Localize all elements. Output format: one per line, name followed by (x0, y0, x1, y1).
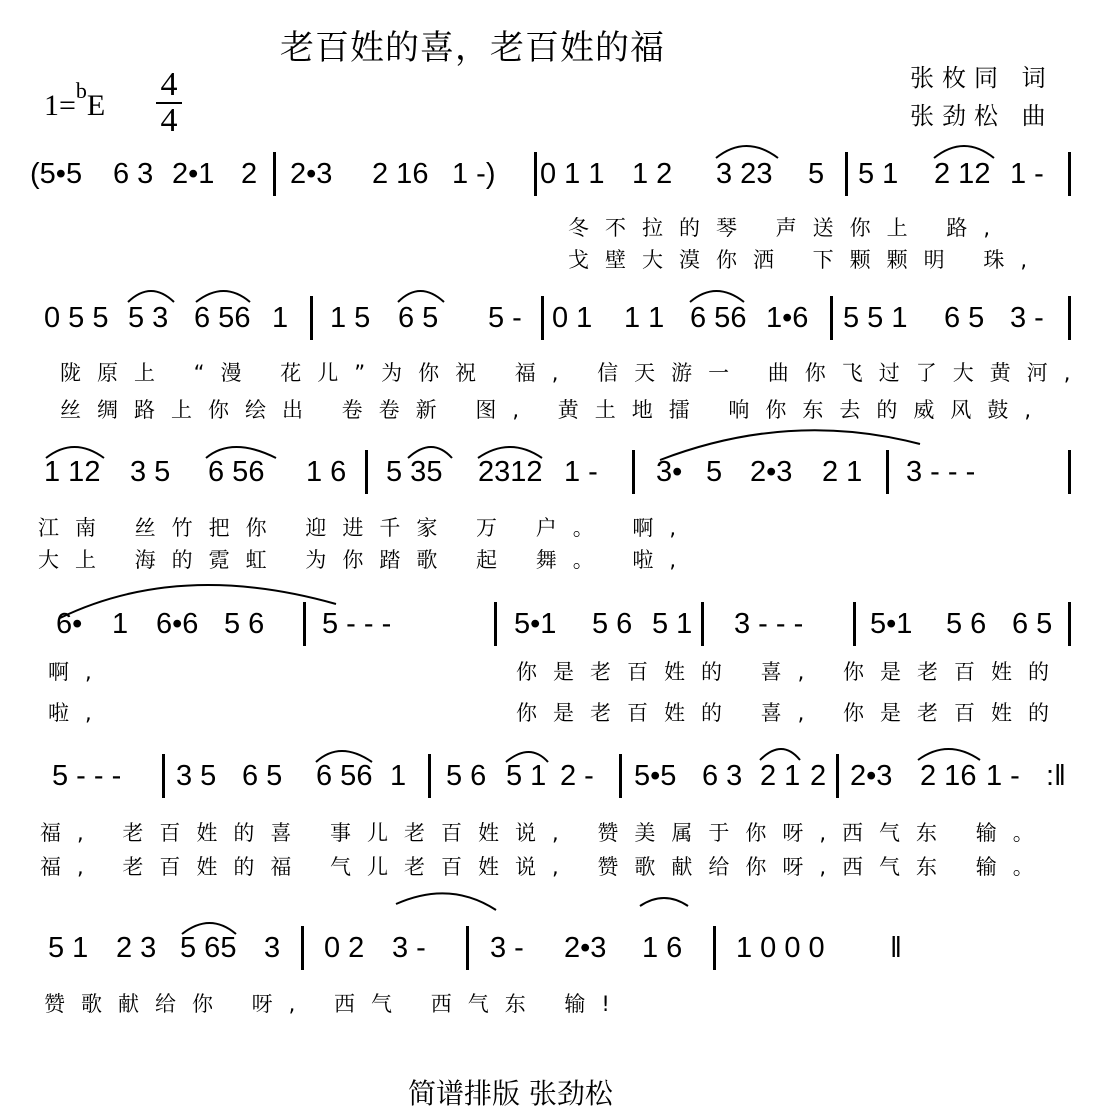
note-group: 1 (112, 608, 129, 640)
note-group: 1 (390, 760, 407, 792)
note-group: 5 - - - (52, 760, 122, 792)
note-group: 2•3 (564, 932, 607, 964)
typesetter-credit: 简谱排版 张劲松 (408, 1077, 613, 1110)
slur (760, 749, 800, 760)
note-group: 0 1 1 (540, 158, 605, 190)
time-signature-bottom: 4 (160, 102, 178, 139)
note-group: 5 1 (858, 158, 899, 190)
note-group: 6• (56, 608, 83, 640)
note-group: 0 1 (552, 302, 593, 334)
slur (196, 291, 250, 302)
note-group: 3 23 (716, 158, 773, 190)
lyric-line: 陇原上 “漫 花儿”为你祝 福, 信天游一 曲你飞过了大黄河, (60, 361, 1087, 385)
lyric-line: 戈壁大漠你洒 下颗颗明 珠, (568, 248, 1044, 272)
lyric-line: 丝绸路上你绘出 卷卷新 图, 黄土地擂 响你东去的威风鼓, (60, 398, 1048, 422)
note-group: 6 3 (702, 760, 743, 792)
note-group: 6 5 (944, 302, 985, 334)
slur (182, 923, 236, 934)
note-group: 3 - (392, 932, 426, 964)
composer-credit: 张劲松 曲 (910, 102, 1054, 130)
note-group: 1 0 0 0 (736, 932, 825, 964)
note-group: 6 3 (113, 158, 154, 190)
note-group: 2 (810, 760, 827, 792)
slur (396, 893, 496, 910)
key-prefix: 1= (44, 89, 76, 122)
note-group: 5 - - - (322, 608, 392, 640)
note-group: 2312 (478, 456, 543, 488)
note-group: 5•1 (870, 608, 913, 640)
lyricist-credit: 张枚同 词 (910, 64, 1054, 92)
note-group: 2 (241, 158, 258, 190)
note-group: 1 2 (632, 158, 673, 190)
note-group: 0 2 (324, 932, 365, 964)
note-group: 3 - - - (906, 456, 976, 488)
lyric-line: 江南 丝竹把你 迎进千家 万 户。 啊, (38, 516, 693, 540)
lyric-line: 冬不拉的琴 声送你上 路, (568, 216, 1007, 240)
note-group: 2•3 (290, 158, 333, 190)
note-group: 2 - (560, 760, 594, 792)
note-group: 3 5 (176, 760, 217, 792)
note-group: 2•3 (750, 456, 793, 488)
note-group: 6 56 (194, 302, 251, 334)
note-group: 2•3 (850, 760, 893, 792)
slur (128, 291, 174, 302)
note-group: 2 1 (760, 760, 801, 792)
note-group: 2 16 (372, 158, 429, 190)
slur (398, 291, 444, 302)
note-group: 3 (264, 932, 281, 964)
slur (60, 585, 336, 618)
slur (478, 447, 542, 458)
note-group: 3 - (1010, 302, 1044, 334)
note-group: 5 65 (180, 932, 237, 964)
note-group: 3 - - - (734, 608, 804, 640)
note-group: 5 3 (128, 302, 169, 334)
note-group: 1 6 (642, 932, 683, 964)
note-group: 5 6 (446, 760, 487, 792)
slur (918, 749, 980, 760)
note-group: 5 (808, 158, 825, 190)
note-group: 1 1 (624, 302, 665, 334)
note-group: 1 12 (44, 456, 101, 488)
note-group: 5•5 (634, 760, 677, 792)
note-group: 3 - (490, 932, 524, 964)
note-group: 5 6 (946, 608, 987, 640)
note-group: 1 - (1010, 158, 1044, 190)
slur (408, 447, 452, 458)
lyric-line: 福, 老百姓的福 气儿老百姓说, 赞歌献给你呀,西气东 输。 (40, 855, 1050, 879)
note-group: 2 3 (116, 932, 157, 964)
slur (206, 447, 276, 458)
slur (716, 146, 778, 158)
note-group: 6 5 (1012, 608, 1053, 640)
note-group: 5 6 (224, 608, 265, 640)
lyric-line: 赞歌献给你 呀, 西气 西气东 输! (44, 992, 626, 1016)
slur (934, 146, 994, 158)
note-group: 1 (272, 302, 289, 334)
note-group: 5 1 (506, 760, 547, 792)
note-group: 1 - (564, 456, 598, 488)
note-group: 3 5 (130, 456, 171, 488)
lyric-line: 大上 海的霓虹 为你踏歌 起 舞。 啦, (38, 548, 693, 572)
note-group: 0 5 5 (44, 302, 109, 334)
note-group: 5 (706, 456, 723, 488)
note-group: 3• (656, 456, 683, 488)
note-group: 1 -) (452, 158, 496, 190)
note-group: 5•1 (514, 608, 557, 640)
note-group: 5 5 1 (843, 302, 908, 334)
note-group: (5•5 (30, 158, 83, 190)
note-group: 2 16 (920, 760, 977, 792)
note-group: 1•6 (766, 302, 809, 334)
note-group: 5 6 (592, 608, 633, 640)
repeat-end-sign: :‖ (1046, 760, 1067, 792)
flat-sign: b (75, 78, 87, 103)
song-title: 老百姓的喜，老百姓的福 (280, 28, 665, 68)
lyric-line: 你是老百姓的 喜, 你是老百姓的 (516, 701, 1066, 725)
note-group: 6 5 (398, 302, 439, 334)
note-group: 5 - (488, 302, 522, 334)
lyric-line: 啊, (48, 660, 108, 684)
note-group: 6 56 (316, 760, 373, 792)
note-group: 1 5 (330, 302, 371, 334)
final-bar-sign: ‖ (890, 932, 902, 964)
note-group: 1 - (986, 760, 1020, 792)
slur (46, 447, 104, 458)
note-group: 6 5 (242, 760, 283, 792)
slur (660, 430, 920, 460)
note-group: 2 1 (822, 456, 863, 488)
slur (506, 752, 548, 762)
note-group: 6•6 (156, 608, 199, 640)
note-group: 2•1 (172, 158, 215, 190)
note-group: 1 6 (306, 456, 347, 488)
lyric-line: 你是老百姓的 喜, 你是老百姓的 (516, 660, 1066, 684)
note-group: 5 35 (386, 456, 443, 488)
lyric-line: 福, 老百姓的喜 事儿老百姓说, 赞美属于你呀,西气东 输。 (40, 821, 1050, 845)
note-group: 6 56 (690, 302, 747, 334)
slur (640, 898, 688, 906)
key-note: E (86, 89, 106, 122)
slur (316, 751, 372, 762)
slur (690, 291, 744, 302)
time-signature-top: 4 (160, 66, 178, 103)
lyric-line: 啦, (48, 701, 108, 725)
note-group: 6 56 (208, 456, 265, 488)
note-group: 2 12 (934, 158, 991, 190)
note-group: 5 1 (48, 932, 89, 964)
note-group: 5 1 (652, 608, 693, 640)
